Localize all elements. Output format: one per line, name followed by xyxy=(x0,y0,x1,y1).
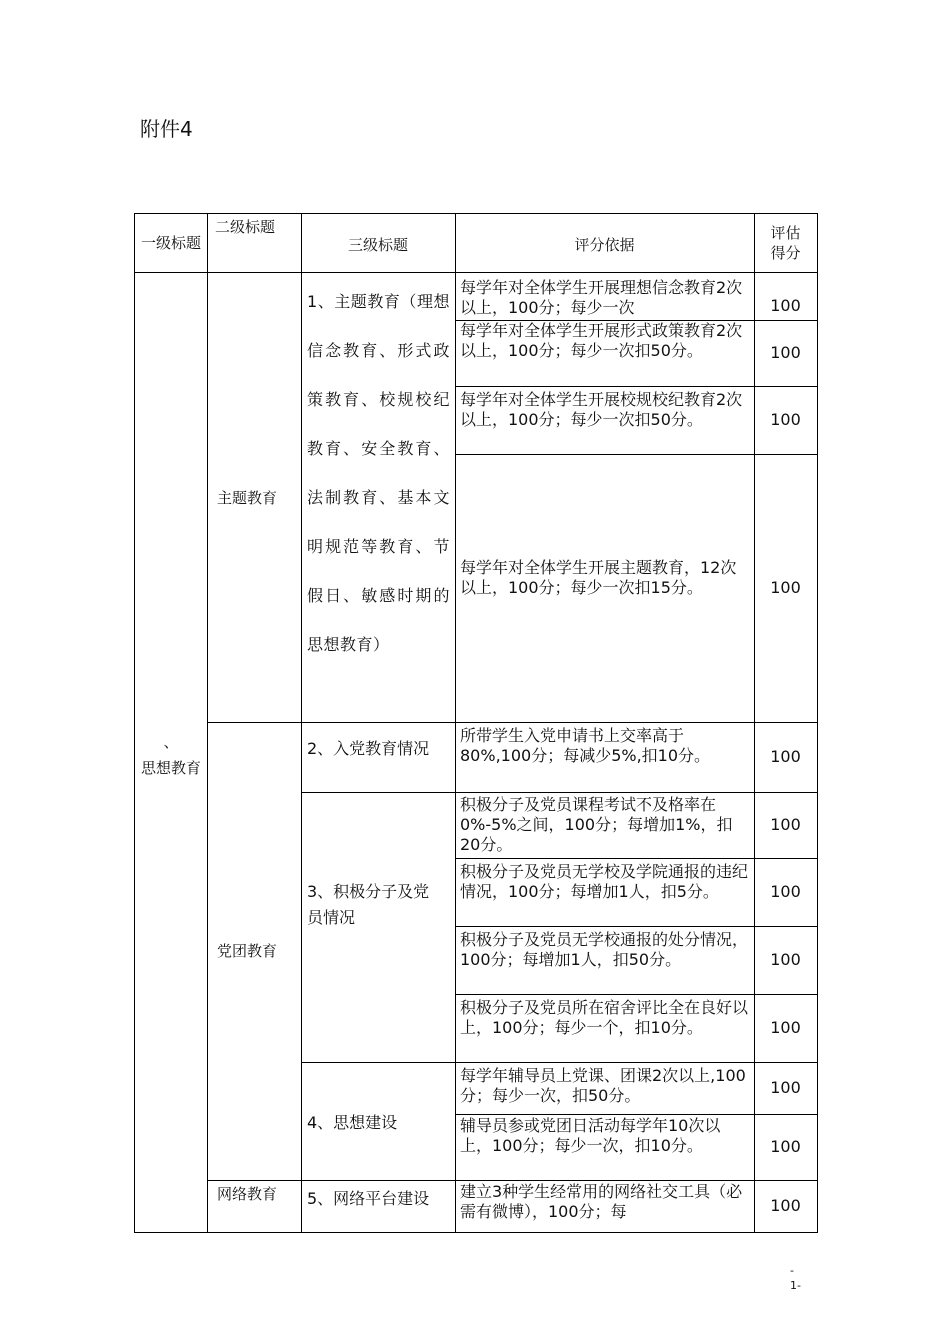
score-row-1: 100 xyxy=(770,296,801,315)
footer-dash: - xyxy=(790,1264,794,1277)
score-row-12: 100 xyxy=(770,1196,801,1215)
criteria-row-2: 每学年对全体学生开展形式政策教育2次以上，100分；每少一次扣50分。 xyxy=(460,321,743,360)
score-row-11: 100 xyxy=(770,1137,801,1156)
criteria-row-6: 积极分子及党员课程考试不及格率在0%-5%之间，100分；每增加1%，扣20分。 xyxy=(460,795,733,854)
criteria-row-3: 每学年对全体学生开展校规校纪教育2次以上，100分；每少一次扣50分。 xyxy=(460,390,743,429)
level2-theme-education: 主题教育 xyxy=(217,489,278,507)
header-level3: 三级标题 xyxy=(347,236,408,254)
score-row-7: 100 xyxy=(770,882,801,901)
criteria-row-1: 每学年对全体学生开展理想信念教育2次以上，100分；每少一次 xyxy=(460,278,743,317)
score-row-9: 100 xyxy=(770,1018,801,1037)
level3-party-joining: 2、入党教育情况 xyxy=(307,739,430,758)
level3-activists-members: 3、积极分子及党员情况 xyxy=(307,882,430,927)
score-row-2: 100 xyxy=(770,343,801,362)
criteria-row-9: 积极分子及党员所在宿舍评比全在良好以上，100分；每少一个，扣10分。 xyxy=(460,998,749,1037)
level2-party-education: 党团教育 xyxy=(217,942,278,960)
score-row-8: 100 xyxy=(770,950,801,969)
page-number: 1- xyxy=(790,1279,801,1292)
criteria-row-11: 辅导员参或党团日活动每学年10次以上，100分；每少一次，扣10分。 xyxy=(460,1116,721,1155)
level2-network-education: 网络教育 xyxy=(217,1185,278,1203)
criteria-row-7: 积极分子及党员无学校及学院通报的违纪情况，100分；每增加1人，扣5分。 xyxy=(460,862,749,901)
criteria-row-5: 所带学生入党申请书上交率高于80%,100分；每减少5%,扣10分。 xyxy=(460,726,711,765)
criteria-row-10: 每学年辅导员上党课、团课2次以上,100分；每少一次，扣50分。 xyxy=(460,1066,746,1105)
score-row-3: 100 xyxy=(770,410,801,429)
score-row-10: 100 xyxy=(770,1078,801,1097)
level3-network-platform: 5、网络平台建设 xyxy=(307,1189,430,1208)
level3-ideology-building: 4、思想建设 xyxy=(307,1113,398,1132)
score-row-6: 100 xyxy=(770,815,801,834)
criteria-row-8: 积极分子及党员无学校通报的处分情况，100分；每增加1人，扣50分。 xyxy=(460,930,749,969)
criteria-row-12: 建立3种学生经常用的网络社交工具（必需有微博），100分；每 xyxy=(460,1182,743,1221)
criteria-row-4: 每学年对全体学生开展主题教育，12次以上，100分；每少一次扣15分。 xyxy=(460,558,737,597)
level1-title: 、 思想教育 xyxy=(140,733,201,777)
header-level2: 二级标题 xyxy=(215,218,276,236)
score-row-5: 100 xyxy=(770,747,801,766)
header-level1: 一级标题 xyxy=(140,234,201,252)
header-score: 评估得分 xyxy=(770,224,801,262)
header-criteria: 评分依据 xyxy=(574,236,635,254)
level3-theme-education: 1、主题教育（理想信念教育、形式政策教育、校规校纪教育、安全教育、法制教育、基本文明规范等教育、节假日、敏感时期的思想教育） xyxy=(307,292,450,654)
score-row-4: 100 xyxy=(770,578,801,597)
attachment-title: 附件4 xyxy=(140,117,193,141)
